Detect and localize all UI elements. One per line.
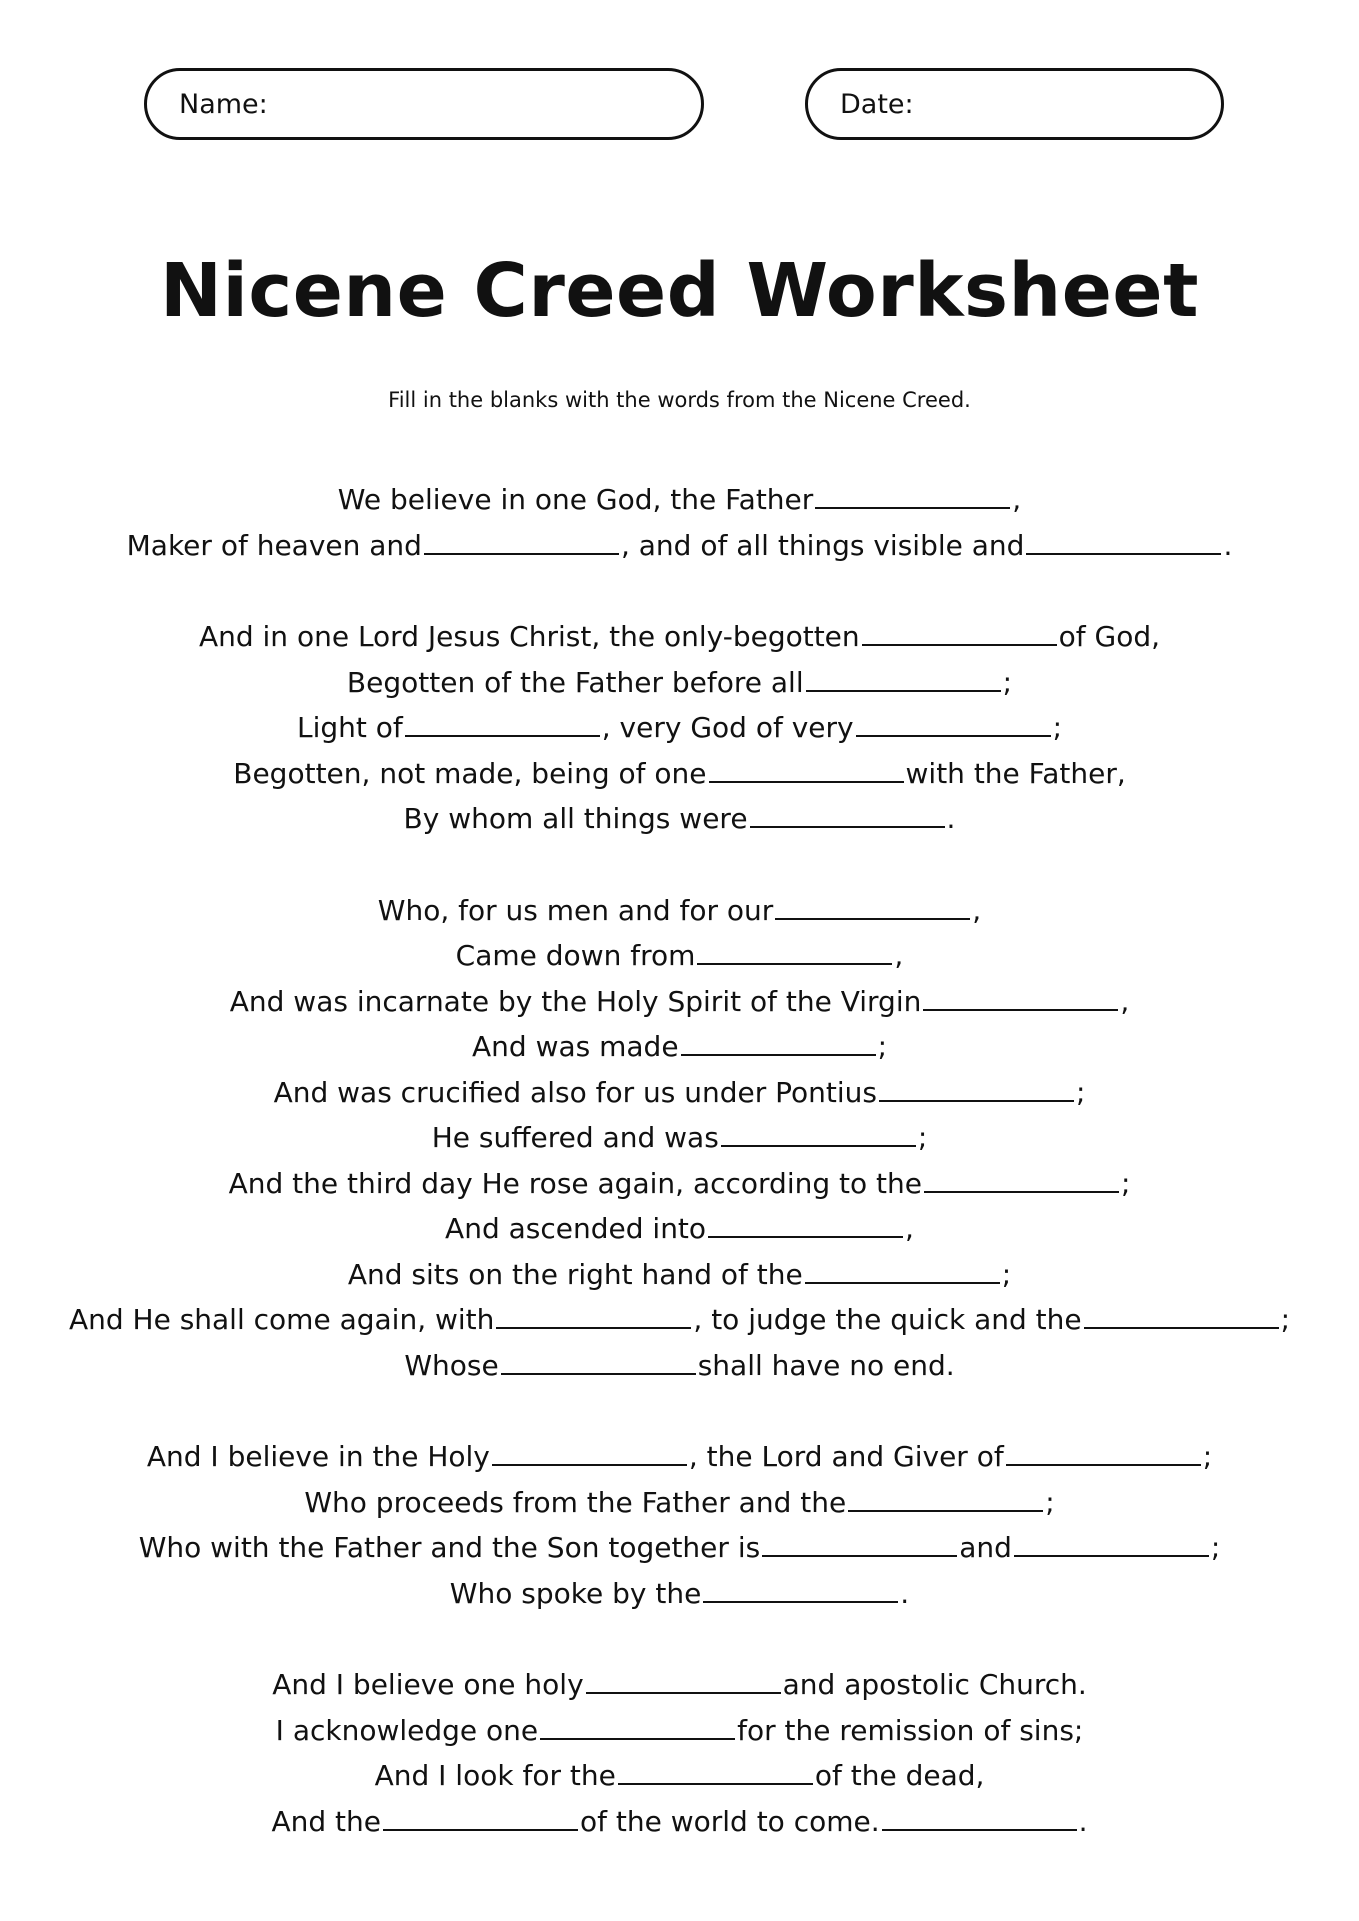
creed-text-segment: Whose — [404, 1348, 499, 1382]
fill-in-blank[interactable] — [681, 1030, 876, 1056]
creed-text-segment: Maker of heaven and — [126, 528, 422, 562]
creed-text-segment: Who with the Father and the Son together is — [138, 1531, 761, 1564]
creed-text-segment: ; — [1280, 1303, 1291, 1336]
creed-text-segment: , — [1012, 483, 1022, 516]
creed-line — [0, 1209, 1359, 1249]
creed-line — [0, 1164, 1359, 1204]
creed-text-segment: ; — [1045, 1485, 1055, 1519]
creed-line — [0, 936, 1359, 976]
page-title: Nicene Creed Worksheet — [160, 248, 1199, 334]
creed-text-segment: . — [946, 802, 956, 835]
creed-text-segment: and — [959, 1531, 1012, 1564]
creed-text-segment: And was incarnate by the Holy Spirit of the Virgin — [229, 984, 922, 1018]
fill-in-blank[interactable] — [750, 802, 945, 828]
fill-in-blank[interactable] — [708, 1212, 903, 1238]
creed-line — [0, 1802, 1359, 1842]
creed-line — [0, 754, 1359, 794]
creed-text-segment: of the dead, — [814, 1759, 985, 1792]
creed-text-segment: And was crucified also for us under Pontius — [273, 1075, 877, 1109]
creed-line — [0, 480, 1359, 520]
fill-in-blank[interactable] — [697, 939, 892, 965]
creed-line — [0, 1756, 1359, 1796]
fill-in-blank[interactable] — [501, 1349, 696, 1375]
creed-text-segment: of God, — [1058, 620, 1161, 653]
fill-in-blank[interactable] — [496, 1303, 691, 1329]
creed-text-segment: . — [1078, 1804, 1088, 1838]
creed-line — [0, 708, 1359, 748]
creed-text-segment: And I look for the — [374, 1759, 616, 1792]
creed-text-segment: I acknowledge one — [275, 1713, 539, 1747]
creed-text-segment: , — [894, 939, 904, 972]
creed-line — [0, 1346, 1359, 1386]
creed-text-segment: ; — [1002, 665, 1013, 699]
creed-line — [0, 1437, 1359, 1477]
fill-in-blank[interactable] — [1084, 1303, 1279, 1329]
creed-line — [0, 1574, 1359, 1614]
creed-text-segment: ; — [1052, 711, 1063, 744]
creed-text-segment: ; — [1210, 1531, 1221, 1564]
creed-text-segment: Came down from — [455, 939, 696, 972]
fill-in-blank[interactable] — [1014, 1531, 1209, 1557]
creed-line — [0, 1300, 1359, 1340]
fill-in-blank[interactable] — [1006, 1440, 1201, 1466]
creed-line — [0, 1528, 1359, 1568]
creed-line — [0, 982, 1359, 1022]
date-label: Date: — [840, 88, 914, 120]
fill-in-blank[interactable] — [618, 1759, 813, 1785]
creed-line — [0, 1027, 1359, 1067]
creed-text-segment: . — [900, 1576, 910, 1610]
fill-in-blank[interactable] — [1026, 529, 1221, 555]
creed-line — [0, 663, 1359, 703]
creed-text-segment: ; — [1202, 1440, 1213, 1473]
creed-text-segment: And I believe one holy — [272, 1668, 584, 1701]
fill-in-blank[interactable] — [540, 1714, 735, 1740]
creed-text-segment: He suffered and was — [431, 1121, 719, 1154]
creed-line — [0, 526, 1359, 566]
creed-text-segment: And the third day He rose again, according to the — [228, 1166, 922, 1200]
creed-text-segment: , — [905, 1212, 914, 1245]
fill-in-blank[interactable] — [856, 711, 1051, 737]
creed-text-segment: ; — [1001, 1257, 1012, 1291]
creed-text-segment: And sits on the right hand of the — [347, 1257, 803, 1291]
creed-text-segment: Begotten of the Father before all — [346, 665, 804, 699]
creed-text-segment: . — [1223, 528, 1233, 562]
creed-text-segment: ; — [917, 1121, 928, 1154]
creed-text-segment: Light of — [296, 711, 403, 744]
creed-text-segment: Who, for us men and for our — [377, 893, 774, 927]
fill-in-blank[interactable] — [383, 1805, 578, 1831]
creed-line — [0, 799, 1359, 839]
fill-in-blank[interactable] — [848, 1486, 1043, 1512]
fill-in-blank[interactable] — [762, 1531, 957, 1557]
creed-text-segment: and apostolic Church. — [782, 1668, 1087, 1701]
fill-in-blank[interactable] — [862, 620, 1057, 646]
creed-line — [0, 1711, 1359, 1751]
creed-line — [0, 1255, 1359, 1295]
fill-in-blank[interactable] — [879, 1076, 1074, 1102]
creed-text-segment: And ascended into — [445, 1212, 707, 1245]
creed-line — [0, 1118, 1359, 1158]
creed-text-segment: ; — [1120, 1166, 1131, 1200]
creed-text-segment: , — [972, 893, 982, 927]
creed-text-segment: , the Lord and Giver of — [688, 1440, 1004, 1473]
creed-text-segment: , very God of very — [601, 711, 854, 744]
creed-text-segment: By whom all things were — [403, 802, 748, 835]
creed-text-segment: We believe in one God, the Father — [337, 483, 814, 516]
creed-text-segment: of the world to come. — [579, 1804, 880, 1838]
fill-in-blank[interactable] — [775, 894, 970, 920]
fill-in-blank[interactable] — [405, 711, 600, 737]
fill-in-blank[interactable] — [923, 985, 1118, 1011]
creed-text-segment: Who proceeds from the Father and the — [304, 1485, 847, 1519]
instructions: Fill in the blanks with the words from the Nicene Creed. — [388, 388, 971, 412]
creed-text-segment: , — [1120, 984, 1130, 1018]
creed-text-segment: ; — [1076, 1075, 1086, 1109]
fill-in-blank[interactable] — [586, 1668, 781, 1694]
creed-text-segment: for the remission of sins; — [737, 1713, 1084, 1747]
creed-text-segment: And in one Lord Jesus Christ, the only-begotten — [198, 620, 860, 653]
creed-text-segment: , to judge the quick and the — [693, 1303, 1082, 1336]
fill-in-blank[interactable] — [924, 1167, 1119, 1193]
creed-text-segment: And the — [271, 1804, 381, 1838]
name-label: Name: — [179, 88, 268, 120]
creed-text-segment: , and of all things visible and — [620, 528, 1025, 562]
creed-line — [0, 617, 1359, 657]
creed-line — [0, 891, 1359, 931]
fill-in-blank[interactable] — [492, 1440, 687, 1466]
creed-text-segment: Who spoke by the — [449, 1576, 702, 1610]
fill-in-blank[interactable] — [806, 666, 1001, 692]
creed-text-segment: with the Father, — [905, 756, 1126, 790]
fill-in-blank[interactable] — [709, 757, 904, 783]
creed-text-segment: And I believe in the Holy — [146, 1440, 490, 1473]
creed-line — [0, 1483, 1359, 1523]
creed-line — [0, 1665, 1359, 1705]
creed-text-segment: Begotten, not made, being of one — [233, 756, 707, 790]
creed-text-segment: ; — [877, 1030, 887, 1063]
fill-in-blank[interactable] — [882, 1805, 1077, 1831]
creed-line — [0, 1073, 1359, 1113]
fill-in-blank[interactable] — [721, 1121, 916, 1147]
fill-in-blank[interactable] — [815, 483, 1010, 509]
fill-in-blank[interactable] — [805, 1258, 1000, 1284]
creed-text-segment: And was made — [472, 1030, 679, 1063]
creed-text-segment: shall have no end. — [697, 1348, 955, 1382]
fill-in-blank[interactable] — [703, 1577, 898, 1603]
creed-text-segment: And He shall come again, with — [68, 1303, 495, 1336]
fill-in-blank[interactable] — [424, 529, 619, 555]
